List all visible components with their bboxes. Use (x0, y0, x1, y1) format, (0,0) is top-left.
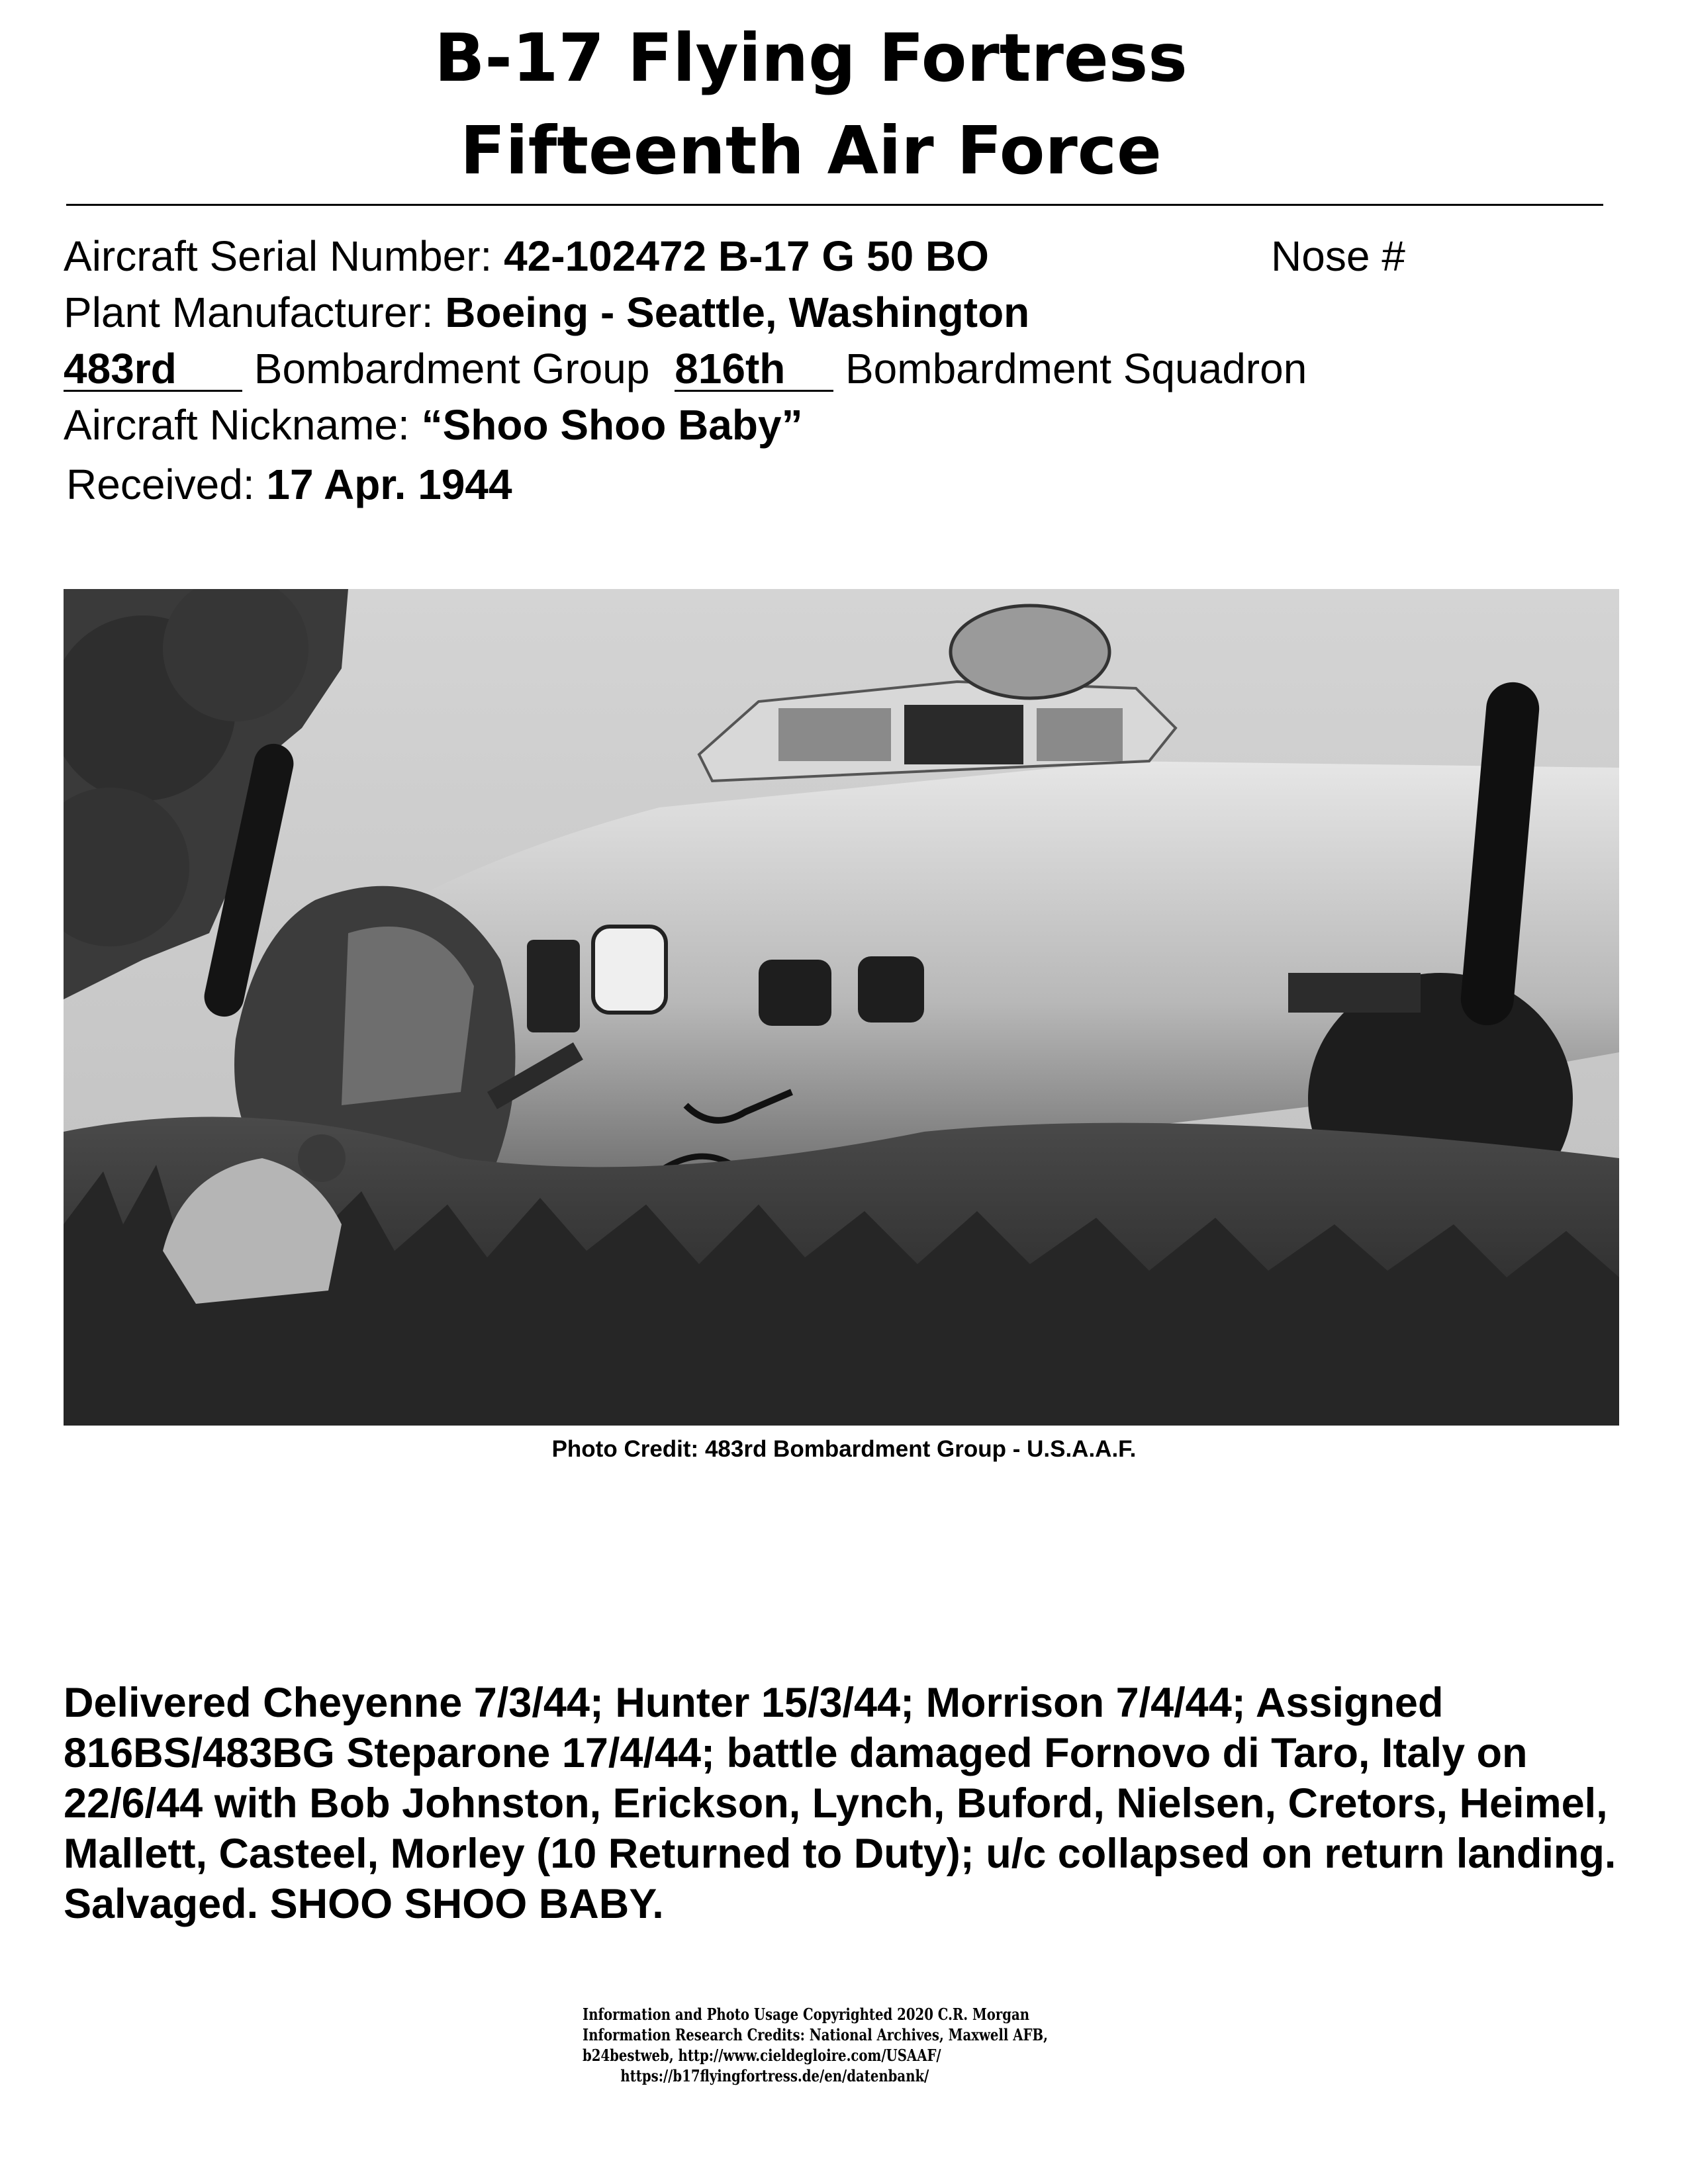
squadron-value: 816th (675, 347, 833, 392)
page-subtitle: Fifteenth Air Force (460, 112, 1162, 189)
squadron-label: Bombardment Squadron (845, 345, 1307, 392)
received-label: Received: (66, 461, 255, 508)
manufacturer-value: Boeing - Seattle, Washington (445, 289, 1030, 336)
nickname-label: Aircraft Nickname: (64, 401, 410, 449)
aircraft-photo (64, 589, 1619, 1426)
copyright-line: Information and Photo Usage Copyrighted 2020 C.R. Morgan (583, 2005, 1030, 2024)
page-title: B-17 Flying Fortress (434, 19, 1188, 97)
photo-credit: Photo Credit: 483rd Bombardment Group - U.S.A.A.F. (551, 1436, 1137, 1462)
title-divider (66, 204, 1603, 206)
manufacturer-label: Plant Manufacturer: (64, 289, 434, 336)
group-label: Bombardment Group (254, 345, 650, 392)
research-credits-line: Information Research Credits: National Archives, Maxwell AFB, (583, 2025, 1048, 2044)
received-value: 17 Apr. 1944 (266, 461, 512, 508)
manufacturer-row (64, 291, 1029, 334)
serial-row (64, 232, 989, 280)
received-row (66, 463, 512, 506)
sources-line: b24bestweb, http://www.cieldegloire.com/USAAF/ (583, 2046, 941, 2065)
copyright-block (583, 2004, 1125, 2086)
nose-label: Nose # (1271, 232, 1405, 280)
database-url-line: https://b17flyingfortress.de/en/datenbank/ (620, 2066, 929, 2085)
history-description: Delivered Cheyenne 7/3/44; Hunter 15/3/44; Morrison 7/4/44; Assigned 816BS/483BG Steparone 17/4/44; battle damaged Fornovo di Taro, Italy on 22/6/44 with Bob Johnston, Erickson, Lynch, Buford, Nielsen, Cretors, Heimel, Mallett, Casteel, Morley (10 Returned to Duty); u/c collapsed on return landing. Salvaged. SHOO SHOO BABY. (64, 1680, 1617, 1927)
serial-label: Aircraft Serial Number: (64, 232, 492, 280)
group-value: 483rd (64, 347, 242, 392)
serial-value: 42-102472 B-17 G 50 BO (504, 232, 989, 280)
unit-row (64, 347, 1307, 392)
nickname-row (64, 401, 803, 449)
nickname-value: “Shoo Shoo Baby” (421, 401, 803, 449)
nose-row (1271, 232, 1405, 280)
